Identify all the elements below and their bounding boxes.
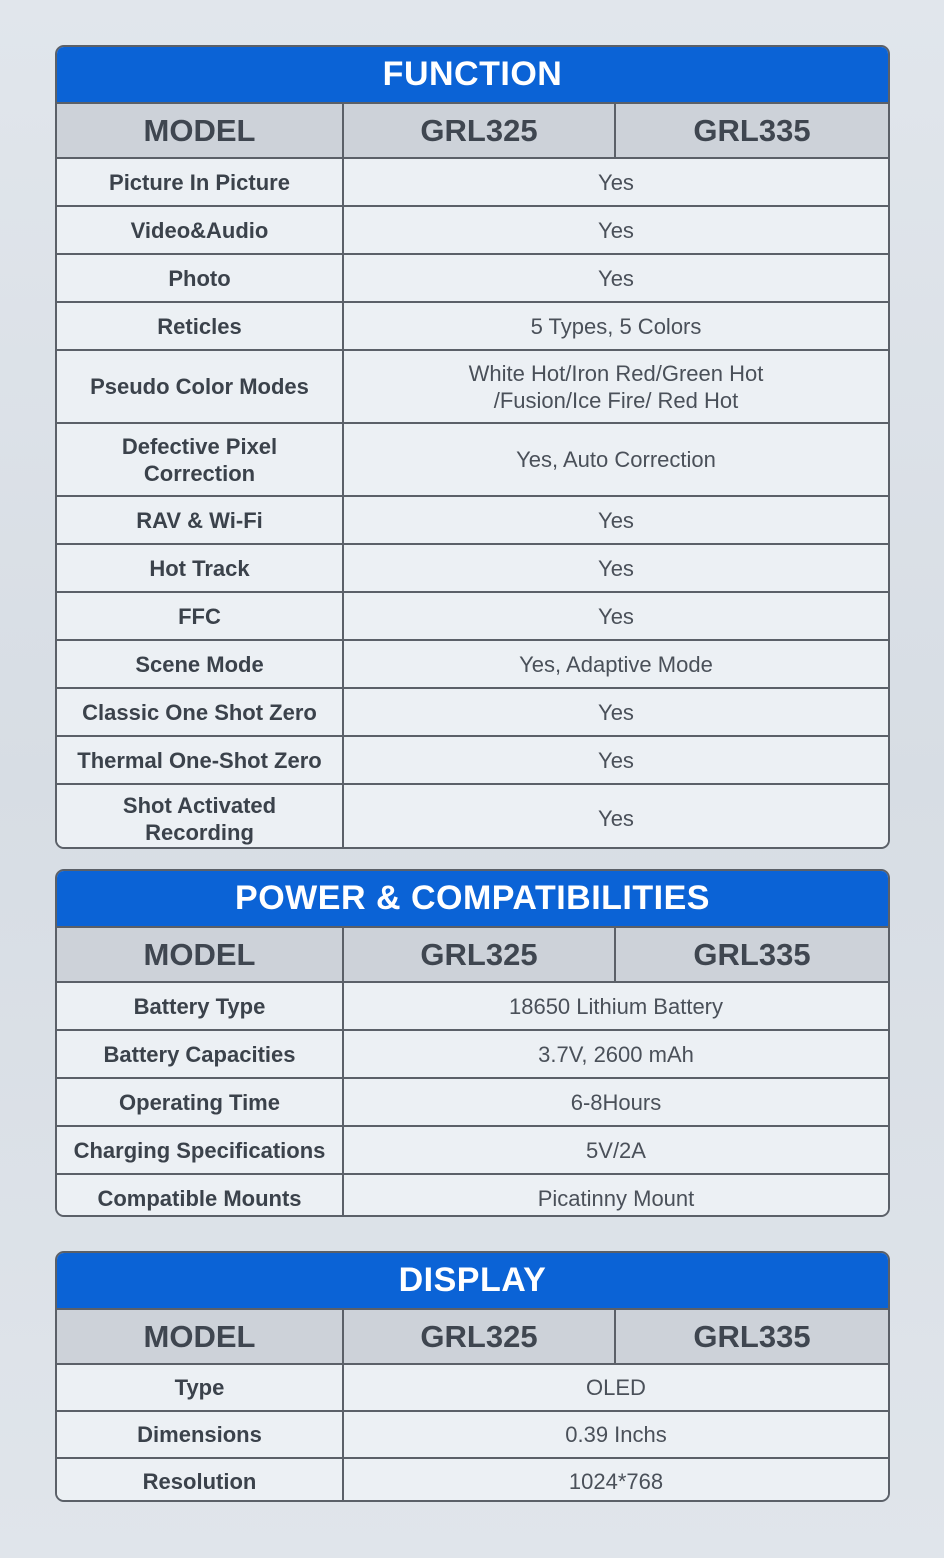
row-label: Pseudo Color Modes	[57, 351, 344, 422]
power-model-header	[57, 928, 888, 981]
row-value: OLED	[586, 1375, 646, 1400]
row-label: Type	[57, 1365, 344, 1410]
row-value: Yes	[598, 265, 634, 291]
table-row	[57, 301, 888, 349]
row-label: Video&Audio	[57, 207, 344, 253]
table-row	[57, 495, 888, 543]
row-value: Yes	[598, 217, 634, 243]
function-table	[55, 45, 890, 849]
row-value: Yes	[598, 699, 634, 725]
row-label: Battery Type	[57, 983, 344, 1029]
row-label: Compatible Mounts	[57, 1175, 344, 1217]
row-label: Photo	[57, 255, 344, 301]
row-value: 3.7V, 2600 mAh	[538, 1041, 694, 1067]
table-row	[57, 253, 888, 301]
row-value: Yes	[598, 555, 634, 581]
model-header-cell: MODEL	[57, 1310, 344, 1363]
row-value: Yes	[598, 507, 634, 533]
table-row	[57, 1125, 888, 1173]
row-value: 5 Types, 5 Colors	[530, 313, 702, 339]
display-title: DISPLAY	[57, 1253, 888, 1310]
table-row	[57, 1173, 888, 1217]
table-row	[57, 1410, 888, 1457]
row-label: Hot Track	[57, 545, 344, 591]
row-label: FFC	[57, 593, 344, 639]
table-row	[57, 543, 888, 591]
table-row	[57, 1363, 888, 1410]
table-row	[57, 1077, 888, 1125]
row-value: White Hot/Iron Red/Green Hot /Fusion/Ice Fire/ Red Hot	[468, 360, 764, 413]
grl335-header-cell: GRL335	[693, 1318, 811, 1354]
table-row	[57, 639, 888, 687]
table-row	[57, 783, 888, 849]
grl335-header-cell: GRL335	[693, 112, 811, 148]
row-value: Yes	[598, 747, 634, 773]
function-title: FUNCTION	[57, 47, 888, 104]
row-value: 0.39 Inchs	[565, 1422, 667, 1447]
table-row	[57, 687, 888, 735]
row-value: Yes, Auto Correction	[516, 447, 716, 472]
table-row	[57, 157, 888, 205]
row-value: 5V/2A	[586, 1137, 646, 1163]
table-row	[57, 422, 888, 495]
row-label: Resolution	[57, 1459, 344, 1502]
grl335-header-cell: GRL335	[693, 936, 811, 972]
table-row	[57, 591, 888, 639]
power-table	[55, 869, 890, 1217]
model-header-cell: MODEL	[57, 928, 344, 981]
table-row	[57, 981, 888, 1029]
display-table	[55, 1251, 890, 1502]
table-row	[57, 349, 888, 422]
row-label: Operating Time	[57, 1079, 344, 1125]
row-label: Shot Activated Recording	[57, 785, 344, 849]
row-value: Yes	[598, 603, 634, 629]
row-label: Scene Mode	[57, 641, 344, 687]
power-title: POWER & COMPATIBILITIES	[57, 871, 888, 928]
row-label: Dimensions	[57, 1412, 344, 1457]
table-row	[57, 1457, 888, 1502]
row-label: Picture In Picture	[57, 159, 344, 205]
row-label: Charging Specifications	[57, 1127, 344, 1173]
row-value: 6-8Hours	[570, 1089, 662, 1115]
row-value: Yes	[598, 806, 634, 831]
row-label: Reticles	[57, 303, 344, 349]
model-header-cell: MODEL	[57, 104, 344, 157]
display-model-header	[57, 1310, 888, 1363]
row-value: 1024*768	[568, 1469, 664, 1494]
grl325-header-cell: GRL325	[344, 1310, 616, 1363]
grl325-header-cell: GRL325	[344, 104, 616, 157]
row-value: Yes	[598, 169, 634, 195]
row-value: Picatinny Mount	[537, 1185, 695, 1211]
table-row	[57, 205, 888, 253]
grl325-header-cell: GRL325	[344, 928, 616, 981]
row-value: 18650 Lithium Battery	[508, 993, 724, 1019]
row-label: RAV & Wi-Fi	[57, 497, 344, 543]
table-row	[57, 1029, 888, 1077]
row-label: Battery Capacities	[57, 1031, 344, 1077]
row-label: Defective Pixel Correction	[57, 424, 344, 495]
function-model-header	[57, 104, 888, 157]
row-value: Yes, Adaptive Mode	[519, 651, 713, 677]
row-label: Classic One Shot Zero	[57, 689, 344, 735]
row-label: Thermal One-Shot Zero	[57, 737, 344, 783]
table-row	[57, 735, 888, 783]
